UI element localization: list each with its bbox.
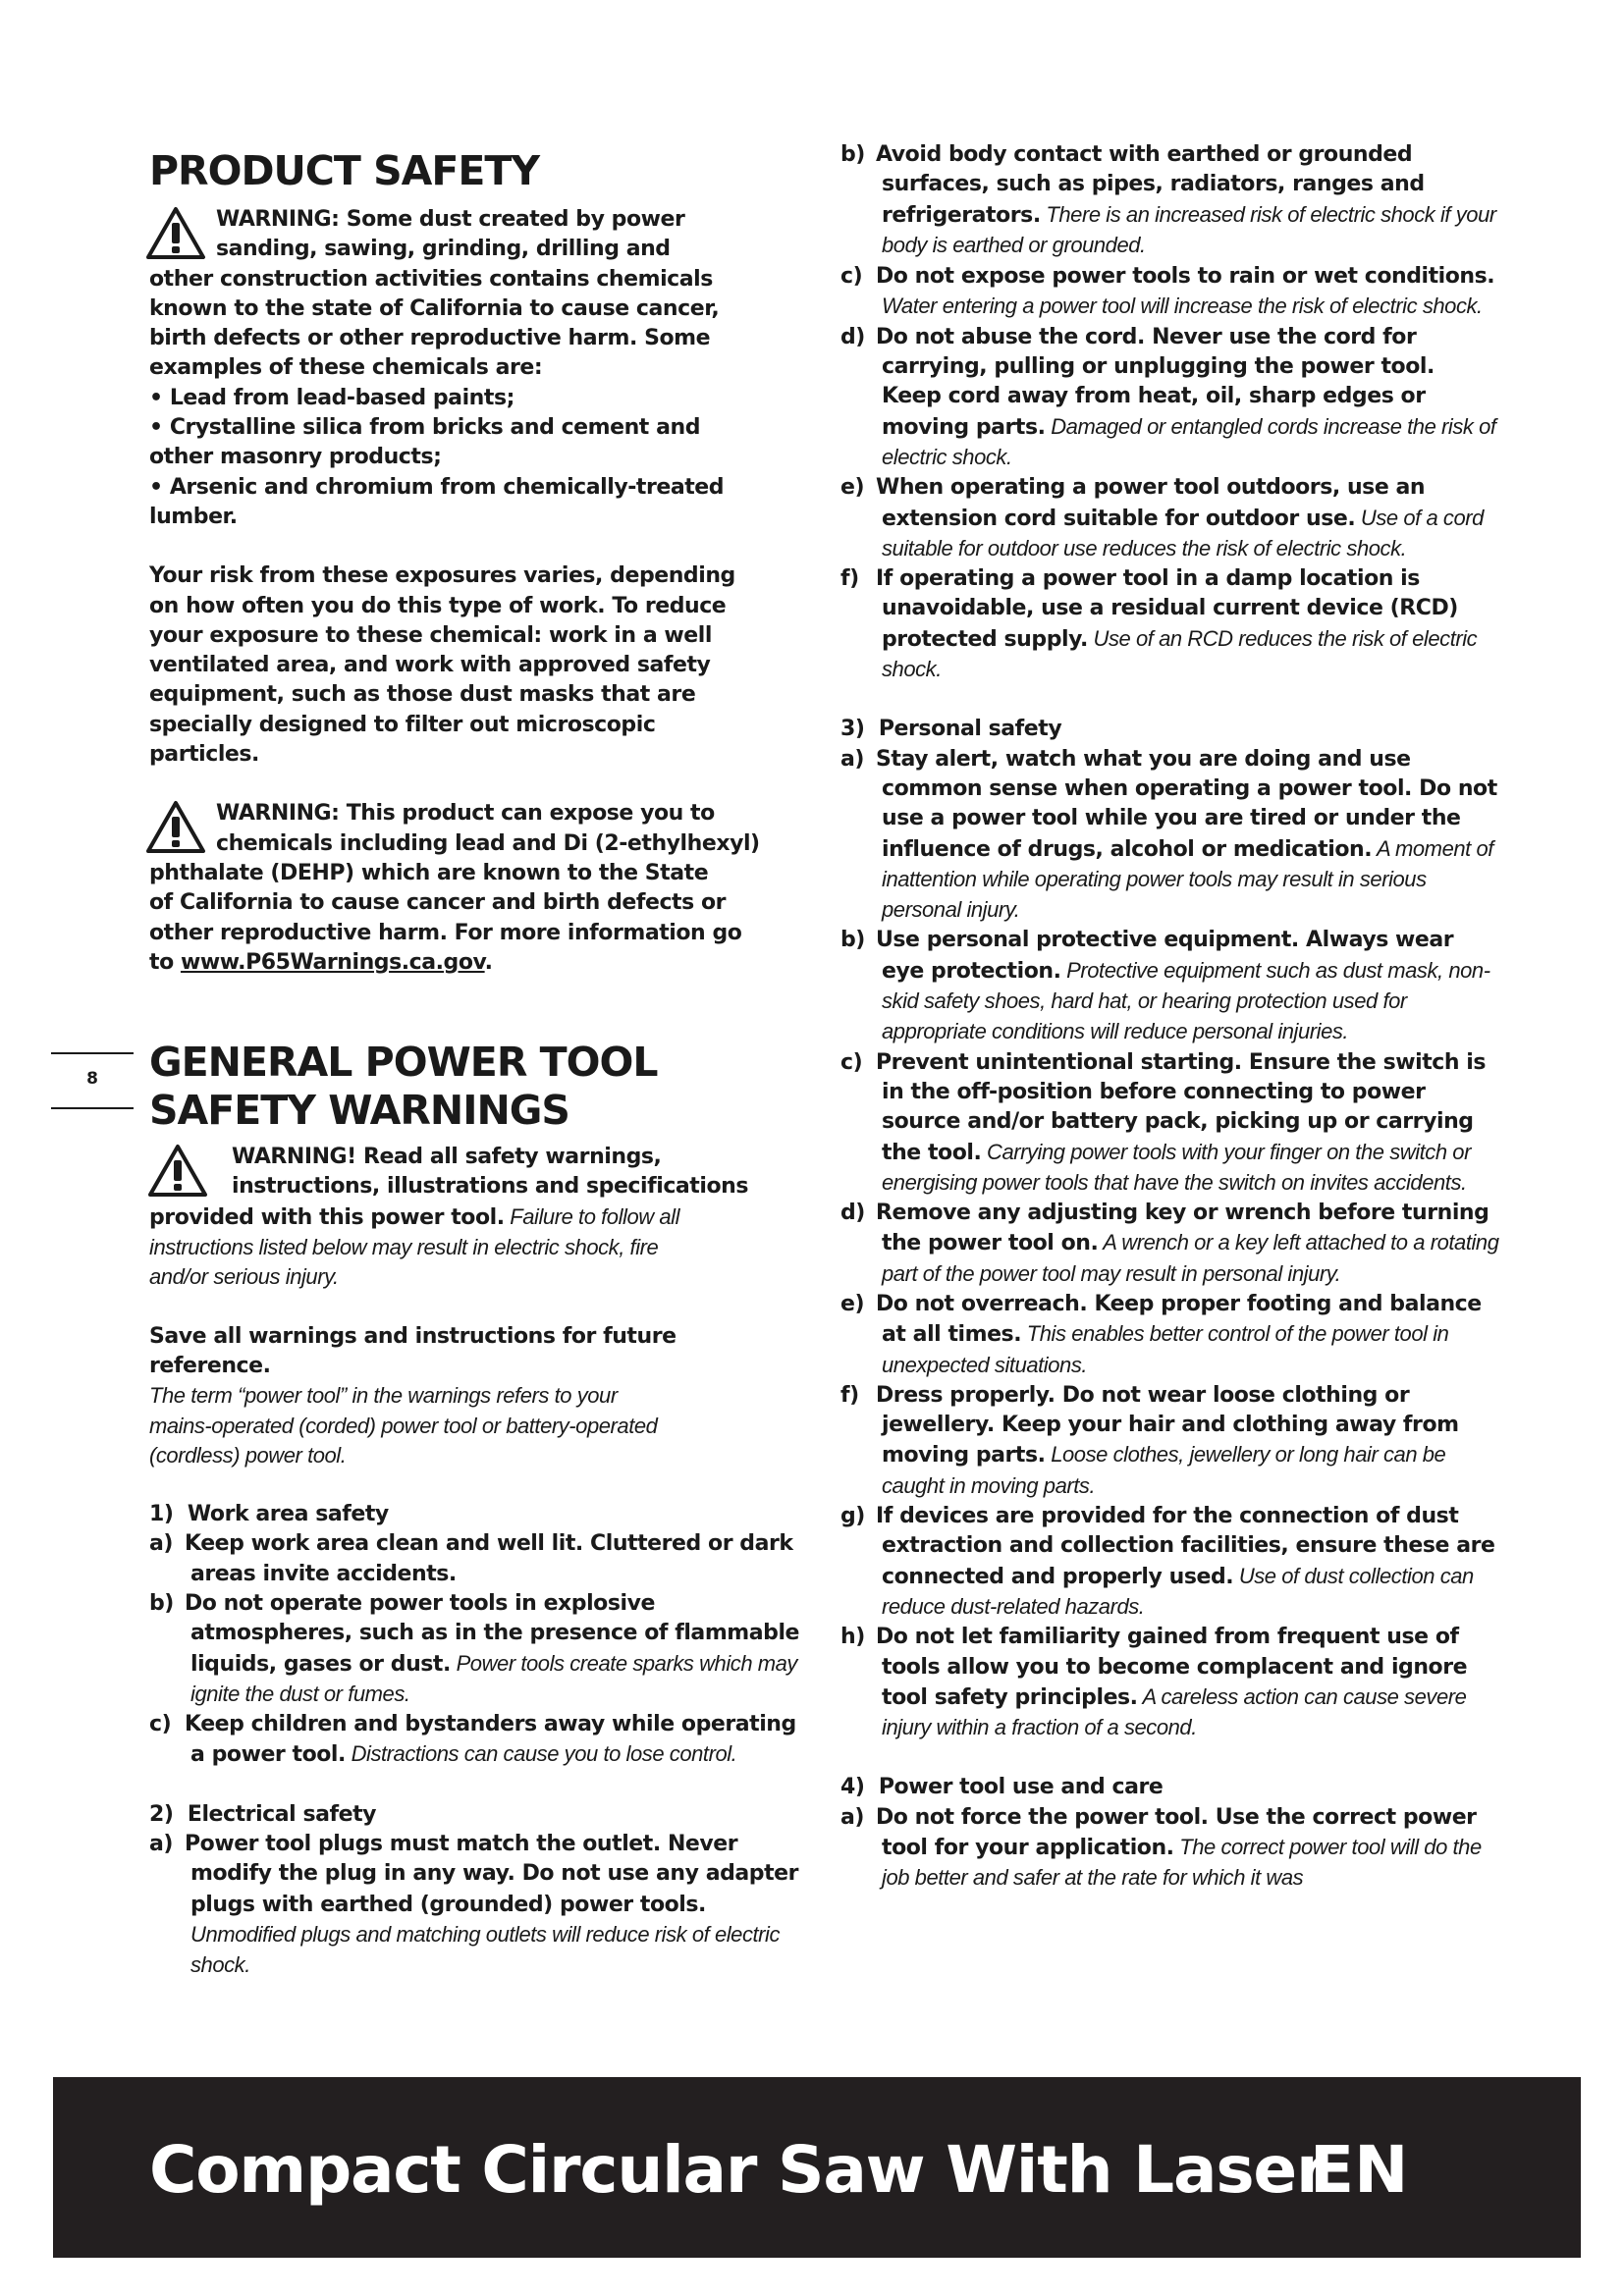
bold-fragment: Do not operate power tools in explosive atmospheres, such as in the presence of flammable liquids, gases or dust. <box>185 1590 800 1677</box>
bold-fragment: Avoid body contact with earthed or grounded surfaces, such as pipes, radiators, ranges and refrigerators. <box>876 142 1425 228</box>
item-label: g) <box>840 1504 865 1529</box>
italic-fragment: A careless action can cause severe injury within a fraction of a second. <box>882 1683 1467 1740</box>
divider <box>51 1107 134 1109</box>
warning2-body <box>149 859 807 978</box>
item-label: b) <box>840 928 865 953</box>
warning-triangle-icon <box>147 1144 208 1199</box>
italic-fragment: Water entering a power tool will increase the risk of electric shock. <box>882 294 1483 319</box>
text-line: particles. <box>149 742 259 768</box>
bold-fragment: Use personal protective equipment. Always wear eye protection. <box>876 928 1454 984</box>
title-line: SAFETY WARNINGS <box>149 1087 569 1135</box>
product-title: Compact Circular Saw With Laser <box>149 2132 1327 2208</box>
warning1-body <box>149 265 807 533</box>
list-item <box>840 1290 1500 1381</box>
section-heading: 1) Work area safety <box>149 1502 389 1527</box>
section-heading: 4) Power tool use and care <box>840 1775 1164 1800</box>
italic-fragment: Carrying power tools with your finger on the switch or energising power tools that have the switch on invites accidents. <box>882 1139 1471 1195</box>
text-line: other reproductive harm. For more information go <box>149 920 742 945</box>
bold-fragment: Remove any adjusting key or wrench before turning the power tool on. <box>876 1201 1489 1256</box>
power-tool-term-note <box>149 1381 807 1470</box>
bold-fragment: Power tool plugs must match the outlet. Never modify the plug in any way. Do not use any adapter plugs with earthed (grounded) power tools. <box>185 1832 799 1917</box>
italic-fragment: Protective equipment such as dust mask, non-skid safety shoes, hard hat, or hearing protection used for appropriate conditions will reduce personal injuries. <box>882 957 1490 1044</box>
tool-use-care-section <box>840 1773 1500 1894</box>
exposure-risk-paragraph <box>149 561 807 770</box>
prop65-dehp-warning <box>149 799 807 978</box>
warning1-line2: sanding, sawing, grinding, drilling and <box>216 237 671 262</box>
list-item <box>149 1830 807 1981</box>
italic-fragment: There is an increased risk of electric shock if your body is earthed or grounded. <box>882 201 1496 257</box>
bold-fragment: provided with this power tool. <box>149 1204 505 1230</box>
footer-bar <box>53 2077 1581 2258</box>
list-item <box>149 1710 807 1771</box>
bullet-item: • Crystalline silica from bricks and cement and <box>149 415 700 441</box>
italic-fragment: Damaged or entangled cords increase the risk of electric shock. <box>882 413 1496 469</box>
list-item <box>840 745 1500 927</box>
text-line: (cordless) power tool. <box>149 1442 347 1468</box>
electrical-safety-continued <box>840 140 1500 685</box>
italic-fragment: Use of dust collection can reduce dust-related hazards. <box>882 1563 1474 1619</box>
item-label: f) <box>840 566 859 592</box>
bold-fragment: Do not abuse the cord. Never use the cord for carrying, pulling or unplugging the power tool. Keep cord away from heat, oil, sharp edges or moving parts. <box>876 324 1435 440</box>
item-label: c) <box>840 1049 863 1075</box>
list-item <box>840 261 1500 323</box>
list-item <box>840 473 1500 564</box>
text-line: reference. <box>149 1353 271 1378</box>
warning3-body <box>149 1202 807 1293</box>
bold-fragment: Prevent unintentional starting. Ensure the switch is in the off-position before connecting to power source and/or battery pack, picking up or carrying the tool. <box>876 1049 1487 1165</box>
warning3-line1: WARNING! Read all safety warnings, <box>232 1145 662 1170</box>
text-line: instructions listed below may result in electric shock, fire <box>149 1235 659 1260</box>
item-label: f) <box>840 1382 859 1408</box>
item-label: c) <box>149 1712 172 1737</box>
product-safety-title: PRODUCT SAFETY <box>149 147 540 194</box>
item-label: b) <box>840 142 865 167</box>
list-item <box>840 564 1500 685</box>
bold-fragment: Do not force the power tool. Use the correct power tool for your application. <box>876 1804 1477 1861</box>
warning2-line2: chemicals including lead and Di (2-ethylhexyl) <box>216 830 760 856</box>
text-fragment: to <box>149 949 181 975</box>
list-item <box>840 1502 1500 1623</box>
text-fragment: . <box>484 949 493 975</box>
bold-fragment: Do not expose power tools to rain or wet conditions. <box>876 264 1495 290</box>
item-label: d) <box>840 324 865 349</box>
italic-fragment: This enables better control of the power tool in unexpected situations. <box>882 1321 1449 1377</box>
list-item <box>840 1048 1500 1199</box>
save-instructions-note <box>149 1322 807 1382</box>
text-line: Save all warnings and instructions for future <box>149 1323 677 1349</box>
general-warnings-title <box>149 1039 807 1135</box>
text-line: specially designed to filter out microscopic <box>149 712 656 737</box>
bold-fragment: Dress properly. Do not wear loose clothing or jewellery. Keep your hair and clothing away from moving parts. <box>876 1382 1459 1468</box>
italic-fragment: Use of a cord suitable for outdoor use reduces the risk of electric shock. <box>882 505 1484 561</box>
bold-fragment: If devices are provided for the connection of dust extraction and collection facilities, ensure these are connected and properly used. <box>876 1504 1495 1589</box>
text-line: and/or serious injury. <box>149 1264 339 1290</box>
read-all-warnings <box>149 1143 807 1292</box>
warning3-line2: instructions, illustrations and specifications <box>232 1174 748 1200</box>
bullet-item: • Arsenic and chromium from chemically-treated <box>149 474 725 500</box>
bold-fragment: Keep work area clean and well lit. Cluttered or dark areas invite accidents. <box>185 1531 793 1586</box>
list-item <box>840 1381 1500 1502</box>
text-line: equipment, such as those dust masks that are <box>149 682 696 708</box>
item-label: a) <box>840 746 865 772</box>
right-column <box>840 140 1500 1895</box>
list-item <box>840 1623 1500 1743</box>
p65-warnings-link[interactable]: www.P65Warnings.ca.gov <box>180 949 485 975</box>
personal-safety-section <box>840 715 1500 1743</box>
list-item <box>840 1199 1500 1290</box>
item-label: a) <box>840 1804 865 1830</box>
text-line: known to the state of California to cause cancer, <box>149 295 720 321</box>
italic-fragment: Loose clothes, jewellery or long hair can be caught in moving parts. <box>882 1442 1446 1498</box>
electrical-safety-section <box>149 1800 807 1982</box>
bullet-item: • Lead from lead-based paints; <box>149 385 514 410</box>
page-number: 8 <box>86 1069 98 1089</box>
text-line: your exposure to these chemical: work in a well <box>149 622 712 648</box>
text-line: Your risk from these exposures varies, depending <box>149 563 735 589</box>
list-item <box>840 926 1500 1047</box>
left-column <box>149 147 807 1982</box>
text-line: mains-operated (corded) power tool or battery-operated <box>149 1413 658 1438</box>
text-line <box>149 948 807 978</box>
text-line: examples of these chemicals are: <box>149 355 543 381</box>
item-label: d) <box>840 1201 865 1226</box>
text-line: other masonry products; <box>149 445 442 470</box>
text-line: of California to cause cancer and birth defects or <box>149 890 727 916</box>
list-item <box>840 140 1500 261</box>
title-line: GENERAL POWER TOOL <box>149 1039 658 1087</box>
warning1-line1: WARNING: Some dust created by power <box>216 207 685 232</box>
section-heading: 2) Electrical safety <box>149 1801 377 1827</box>
item-label: e) <box>840 475 865 501</box>
text-line: ventilated area, and work with approved safety <box>149 653 711 678</box>
bold-fragment: If operating a power tool in a damp location is unavoidable, use a residual current device (RCD) protected supply. <box>876 566 1458 652</box>
list-item <box>149 1529 807 1589</box>
italic-fragment: Distractions can cause you to lose control. <box>345 1741 737 1767</box>
list-item <box>840 1803 1500 1895</box>
item-label: b) <box>149 1590 174 1616</box>
item-label: a) <box>149 1832 174 1857</box>
section-heading: 3) Personal safety <box>840 717 1062 742</box>
italic-fragment: A wrench or a key left attached to a rotating part of the power tool may result in personal injury. <box>882 1230 1499 1286</box>
bold-fragment: Do not let familiarity gained from frequent use of tools allow you to become complacent and ignore tool safety principles. <box>876 1625 1468 1710</box>
page-number-marker <box>51 1052 134 1109</box>
text-line: The term “power tool” in the warnings refers to your <box>149 1383 618 1409</box>
list-item <box>840 323 1500 473</box>
list-item <box>149 1589 807 1710</box>
item-label: e) <box>840 1291 865 1316</box>
text-line: lumber. <box>149 504 238 529</box>
bold-fragment: Stay alert, watch what you are doing and use common sense when operating a power tool. Do not use a power tool while you are tired or under the influence of drugs, alcohol or medication. <box>876 746 1497 862</box>
italic-fragment: A moment of inattention while operating power tools may result in serious personal injury. <box>882 835 1493 923</box>
warning-triangle-icon <box>145 206 206 261</box>
italic-fragment: Failure to follow all <box>504 1203 680 1229</box>
item-label: a) <box>149 1531 174 1557</box>
bold-fragment: Do not overreach. Keep proper footing and balance at all times. <box>876 1291 1482 1348</box>
bold-fragment: Keep children and bystanders away while operating a power tool. <box>185 1712 796 1768</box>
italic-fragment: Use of an RCD reduces the risk of electric shock. <box>882 625 1478 682</box>
text-line: phthalate (DEHP) which are known to the State <box>149 860 709 885</box>
prop65-dust-warning <box>149 205 807 532</box>
italic-fragment: The correct power tool will do the job better and safer at the rate for which it was <box>882 1835 1482 1891</box>
bold-fragment: When operating a power tool outdoors, use an extension cord suitable for outdoor use. <box>876 475 1426 531</box>
item-label: h) <box>840 1625 865 1650</box>
work-area-safety-section <box>149 1500 807 1771</box>
language-code: EN <box>1310 2132 1409 2208</box>
text-line: birth defects or other reproductive harm. Some <box>149 326 711 351</box>
item-label: c) <box>840 264 863 290</box>
divider <box>51 1052 134 1054</box>
italic-fragment: Unmodified plugs and matching outlets will reduce risk of electric shock. <box>190 1921 781 1978</box>
warning-triangle-icon <box>145 800 206 855</box>
italic-fragment: Power tools create sparks which may ignite the dust or fumes. <box>190 1650 797 1706</box>
text-line: other construction activities contains chemicals <box>149 266 713 292</box>
text-line: on how often you do this type of work. To reduce <box>149 593 727 618</box>
warning2-line1: WARNING: This product can expose you to <box>216 801 715 827</box>
